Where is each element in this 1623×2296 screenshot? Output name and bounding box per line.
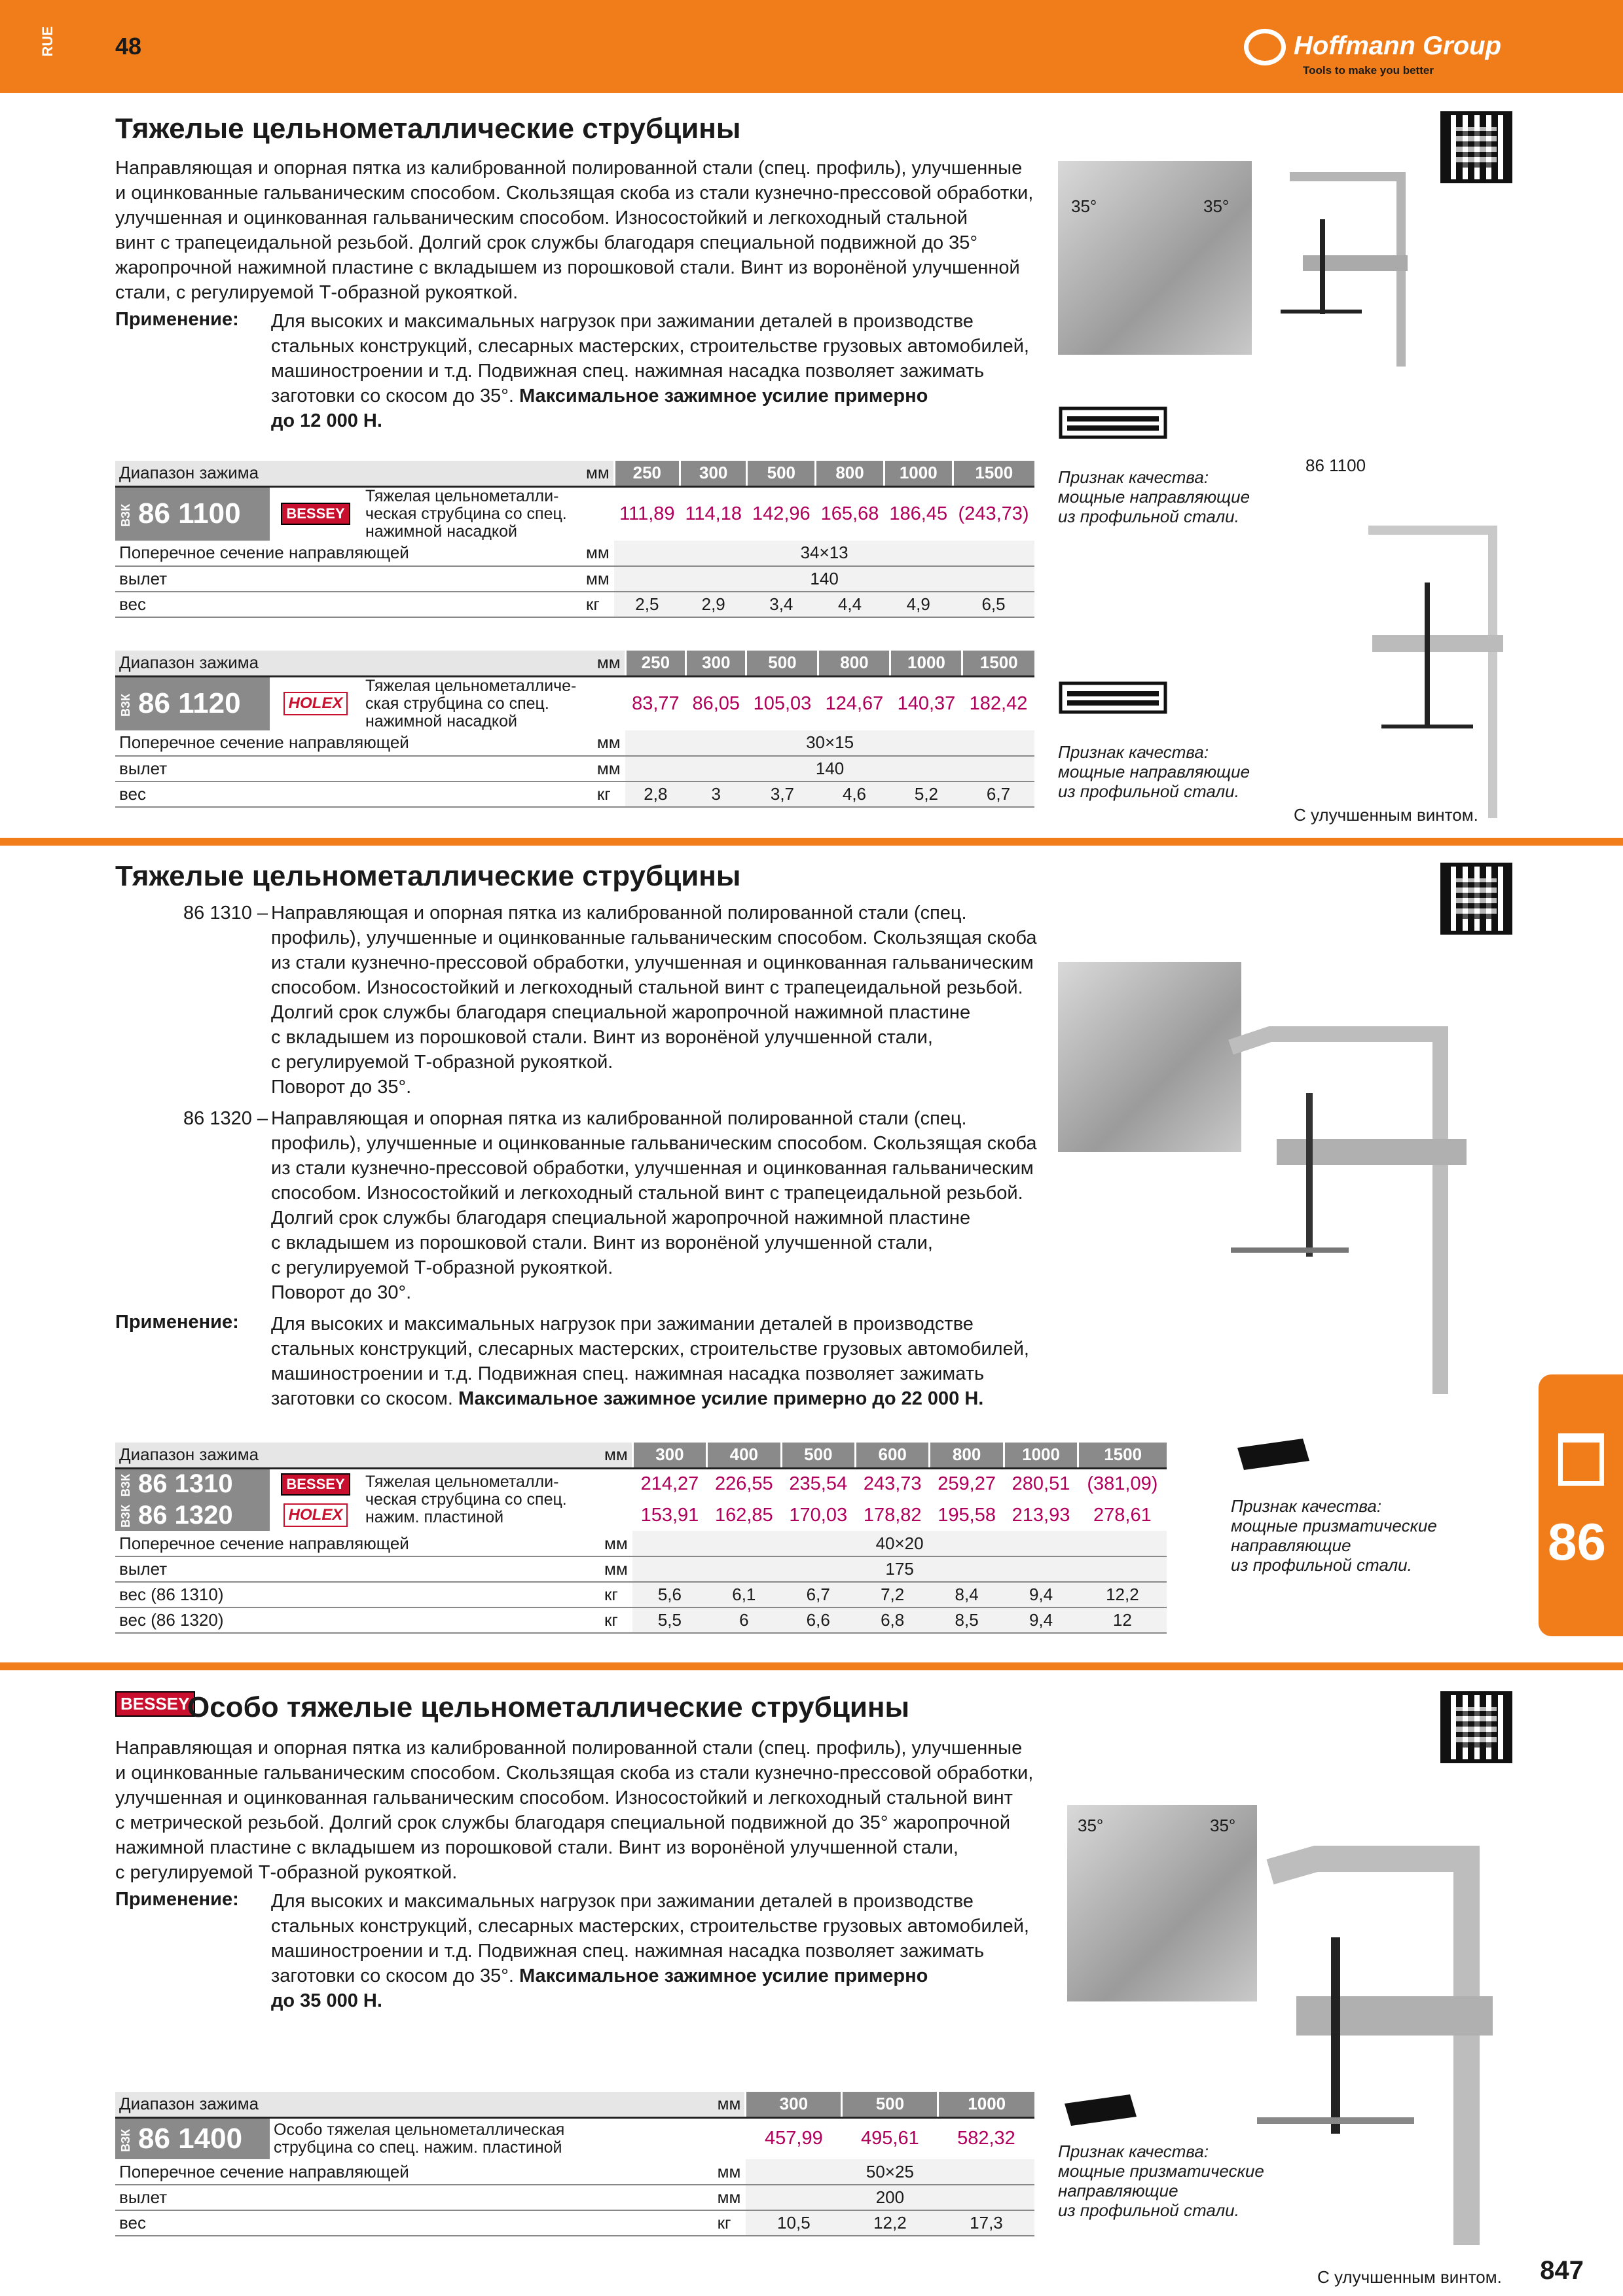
clamp-86-1400-image bbox=[1257, 1833, 1519, 2251]
section-title: Тяжелые цельнометаллические струбцины bbox=[115, 860, 741, 892]
product-description: Тяжелая цельнометалличе- ская струбцина со спец. нажимной насадкой bbox=[365, 676, 577, 730]
section-divider bbox=[0, 838, 1623, 846]
brand-logo-holex: HOLEX bbox=[283, 1503, 348, 1527]
pressure-pad-photo: 35° 35° bbox=[1067, 1805, 1257, 2001]
clamp-86-1310-image bbox=[1218, 1008, 1480, 1401]
product-code[interactable]: ВЗК 86 1120 bbox=[115, 676, 270, 730]
price-cell: 280,51 bbox=[1012, 1473, 1070, 1495]
section-description: Направляющая и опорная пятка из калиброванной полированной стали (спец. профиль), улучшенные и оцинкованные гальваническим способом. Скользящая скоба из стали кузнечно-прессовой обработки, улучшенная и оцинкованная гальваническим способом. Износостойкий и легкоходный стальной винт с метрической резьбой. Долгий срок службы благодаря специальной подвижной до 35° жаропрочной нажимной пластине с вкладышем из порошковой стали. Винт из воронёной улучшенной стали, с регулируемой Т-образной рукояткой. bbox=[115, 1738, 1034, 1883]
section-title: Тяжелые цельнометаллические струбцины bbox=[115, 113, 741, 145]
brand-logo: Hoffmann Group Tools to make you better bbox=[1244, 25, 1519, 77]
brand-logo-bessey: BESSEY bbox=[281, 503, 350, 525]
price-cell: 178,82 bbox=[863, 1504, 922, 1526]
product-table-86-1100: Диапазон зажима мм 250 300 500 800 1000 1500 ВЗК 86 1100 BESSEY Тяжелая цельнометалли- ческая струбцина со спец. нажимной насадкой 111,89 114,18 142,96 165,68 186,45 (243,73) Поперечное сечение направляющей мм 34×13 вылет мм 140 вес кг 2,5 2,9 3,4 4,4 4,9 6,5 bbox=[115, 461, 1034, 618]
logo-mark-icon bbox=[1244, 29, 1286, 65]
qr-code-icon[interactable] bbox=[1440, 863, 1512, 935]
product-code[interactable]: ВЗК 86 1320 bbox=[115, 1499, 270, 1531]
price-cell: 214,27 bbox=[640, 1473, 699, 1495]
product-description: Особо тяжелая цельнометаллическая струбцина со спец. нажим. пластиной bbox=[274, 2120, 565, 2157]
qr-code-icon[interactable] bbox=[1440, 1691, 1512, 1763]
brand-logo-bessey: BESSEY bbox=[115, 1691, 195, 1717]
improved-screw-caption: С улучшенным винтом. bbox=[1294, 805, 1478, 825]
qr-code-icon[interactable] bbox=[1440, 111, 1512, 183]
product-table-86-1120: Диапазон зажима мм 250 300 500 800 1000 1500 ВЗК 86 1120 HOLEX Тяжелая цельнометалличе- ская струбцина со спец. нажимной насадкой 83,77 86,05 105,03 124,67 140,37 182,42 Поперечное сечение направляющей мм 30×15 вылет мм 140 вес кг 2,8 3 3,7 4,6 5,2 6,7 bbox=[115, 651, 1034, 808]
item-description: Направляющая и опорная пятка из калиброванной полированной стали (спец. профиль), улучшенные и оцинкованные гальваническим способом. Скользящая скоба из стали кузнечно-прессовой обработки, улучшенная и оцинкованная гальваническим способом. Износостойкий и легкоходный стальной винт с трапецеидальной резьбой. Долгий срок службы благодаря специальной жаропрочной нажимной пластине с вкладышем из порошковой стали. Винт из воронёной улучшенной стали, с регулируемой Т-образной рукояткой. Поворот до 30°. bbox=[271, 1108, 1037, 1303]
price-cell: 165,68 bbox=[820, 503, 879, 524]
price-cell: 195,58 bbox=[938, 1504, 996, 1526]
item-code-label: 86 1310 – bbox=[183, 903, 268, 924]
page-number-top: 48 bbox=[115, 33, 142, 60]
photo-code-label: 86 1100 bbox=[1305, 456, 1366, 475]
pressure-pad-photo: 35° 35° bbox=[1058, 161, 1252, 355]
pressure-pad-photo bbox=[1058, 962, 1241, 1152]
price-cell: 495,61 bbox=[861, 2128, 919, 2149]
product-code[interactable]: ВЗК 86 1310 bbox=[115, 1468, 270, 1499]
chapter-tab[interactable]: 86 bbox=[1539, 1374, 1623, 1636]
price-cell: 86,05 bbox=[692, 692, 740, 714]
price-cell: (381,09) bbox=[1087, 1473, 1158, 1495]
product-description: Тяжелая цельнометалли- ческая струбцина со спец. нажим. пластиной bbox=[365, 1473, 567, 1527]
improved-screw-caption: С улучшенным винтом. bbox=[1317, 2267, 1502, 2287]
application-label: Применение: bbox=[115, 1889, 239, 1910]
brand-logo-holex: HOLEX bbox=[283, 692, 348, 715]
price-cell: 162,85 bbox=[714, 1504, 773, 1526]
price-cell: 153,91 bbox=[640, 1504, 699, 1526]
clamp-86-1100-image bbox=[1270, 157, 1421, 373]
product-table-86-1400: Диапазон зажима мм 300 500 1000 ВЗК 86 1400 Особо тяжелая цельнометаллическая струбцина со спец. нажим. пластиной 457,99 495,61 582,32 Поперечное сечение направляющей мм 50×25 вылет мм 200 вес кг 10,5 12,2 17,3 bbox=[115, 2092, 1034, 2236]
quality-note: Признак качества: мощные направляющие из профильной стали. bbox=[1058, 742, 1250, 801]
price-cell: 111,89 bbox=[619, 503, 675, 524]
price-cell: (243,73) bbox=[958, 503, 1029, 524]
section-description: Направляющая и опорная пятка из калиброванной полированной стали (спец. профиль), улучшенные и оцинкованные гальваническим способом. Скользящая скоба из стали кузнечно-прессовой обработки, улучшенная и оцинкованная гальваническим способом. Износостойкий и легкоходный стальной винт с трапецеидальной резьбой. Долгий срок службы благодаря специальной подвижной до 35° жаропрочной нажимной пластине с вкладышем из порошковой стали. Винт из воронёной улучшенной стали, с регулируемой Т-образной рукояткой. bbox=[115, 158, 1034, 303]
price-cell: 83,77 bbox=[632, 692, 680, 714]
quality-note: Признак качества: мощные призматические направляющие из профильной стали. bbox=[1231, 1496, 1437, 1575]
quality-note: Признак качества: мощные призматические направляющие из профильной стали. bbox=[1058, 2142, 1264, 2220]
price-cell: 243,73 bbox=[863, 1473, 922, 1495]
price-cell: 142,96 bbox=[752, 503, 811, 524]
price-cell: 259,27 bbox=[938, 1473, 996, 1495]
quality-note: Признак качества: мощные направляющие из профильной стали. bbox=[1058, 467, 1250, 526]
price-cell: 213,93 bbox=[1012, 1504, 1070, 1526]
price-cell: 278,61 bbox=[1093, 1504, 1152, 1526]
item-code-label: 86 1320 – bbox=[183, 1108, 268, 1129]
price-cell: 105,03 bbox=[753, 692, 812, 714]
product-description: Тяжелая цельнометалли- ческая струбцина со спец. нажимной насадкой bbox=[365, 486, 567, 541]
price-cell: 124,67 bbox=[825, 692, 884, 714]
language-code: RUE bbox=[39, 26, 56, 57]
rail-profile-icon bbox=[1058, 399, 1169, 445]
application-text: Для высоких и максимальных нагрузок при зажимании деталей в производстве стальных конструкций, слесарных мастерских, строительстве грузовых автомобилей, машиностроении и т.д. Подвижная спец. нажимная насадка позволяет зажимать заготовки со скосом до 35°. Максимальное зажимное усилие примерно до 35 000 Н. bbox=[271, 1891, 1029, 2011]
price-cell: 140,37 bbox=[897, 692, 956, 714]
item-description: Направляющая и опорная пятка из калиброванной полированной стали (спец. профиль), улучшенные и оцинкованные гальваническим способом. Скользящая скоба из стали кузнечно-прессовой обработки, улучшенная и оцинкованная гальваническим способом. Износостойкий и легкоходный стальной винт с трапецеидальной резьбой. Долгий срок службы благодаря специальной жаропрочной нажимной пластине с вкладышем из порошковой стали. Винт из воронёной улучшенной стали, с регулируемой Т-образной рукояткой. Поворот до 35°. bbox=[271, 903, 1037, 1098]
rail-profile-icon bbox=[1058, 674, 1169, 720]
price-cell: 186,45 bbox=[889, 503, 948, 524]
price-cell: 226,55 bbox=[714, 1473, 773, 1495]
clamp-chapter-icon bbox=[1558, 1433, 1604, 1486]
price-cell: 114,18 bbox=[685, 503, 742, 524]
section-divider bbox=[0, 1662, 1623, 1670]
product-code[interactable]: ВЗК 86 1400 bbox=[115, 2117, 270, 2159]
section-title: Особо тяжелые цельнометаллические струбцины bbox=[187, 1691, 910, 1723]
page-number-bottom: 847 bbox=[1540, 2256, 1584, 2285]
price-cell: 235,54 bbox=[789, 1473, 848, 1495]
application-label: Применение: bbox=[115, 309, 239, 330]
product-code[interactable]: ВЗК 86 1100 bbox=[115, 486, 270, 541]
application-label: Применение: bbox=[115, 1312, 239, 1333]
clamp-86-1120-image bbox=[1355, 511, 1512, 825]
product-table-86-1310-1320: Диапазон зажима мм 300 400 500 600 800 1000 1500 ВЗК 86 1310 BESSEY Тяжелая цельнометалли- ческая струбцина со спец. нажим. пластиной 214,27 226,55 235,54 243,73 259,27 280,51 (381,09) ВЗК 86 1320 HOLEX 153,91 162,85 170,03 178,82 195,58 213,93 278,61 Поперечное сечение направляющей мм 40×20 вылет мм 175 вес (86 1310) кг 5,6 6,1 6,7 7,2 8,4 9,4 12,2 вес (86 1320) кг 5,5 6 6,6 6,8 8,5 9,4 12 bbox=[115, 1443, 1167, 1634]
price-cell: 170,03 bbox=[789, 1504, 848, 1526]
price-cell: 457,99 bbox=[765, 2128, 823, 2149]
brand-logo-bessey: BESSEY bbox=[281, 1473, 350, 1496]
application-text: Для высоких и максимальных нагрузок при зажимании деталей в производстве стальных конструкций, слесарных мастерских, строительстве грузовых автомобилей, машиностроении и т.д. Подвижная спец. нажимная насадка позволяет зажимать заготовки со скосом. Максимальное зажимное усилие примерно до 22 000 Н. bbox=[271, 1314, 1029, 1409]
price-cell: 582,32 bbox=[957, 2128, 1015, 2149]
price-cell: 182,42 bbox=[969, 692, 1028, 714]
application-text: Для высоких и максимальных нагрузок при зажимании деталей в производстве стальных конструкций, слесарных мастерских, строительстве грузовых автомобилей, машиностроении и т.д. Подвижная спец. нажимная насадка позволяет зажимать заготовки со скосом до 35°. Максимальное зажимное усилие примерно до 12 000 Н. bbox=[271, 311, 1029, 431]
prismatic-rail-icon bbox=[1058, 2090, 1143, 2130]
prismatic-rail-icon bbox=[1231, 1435, 1316, 1474]
